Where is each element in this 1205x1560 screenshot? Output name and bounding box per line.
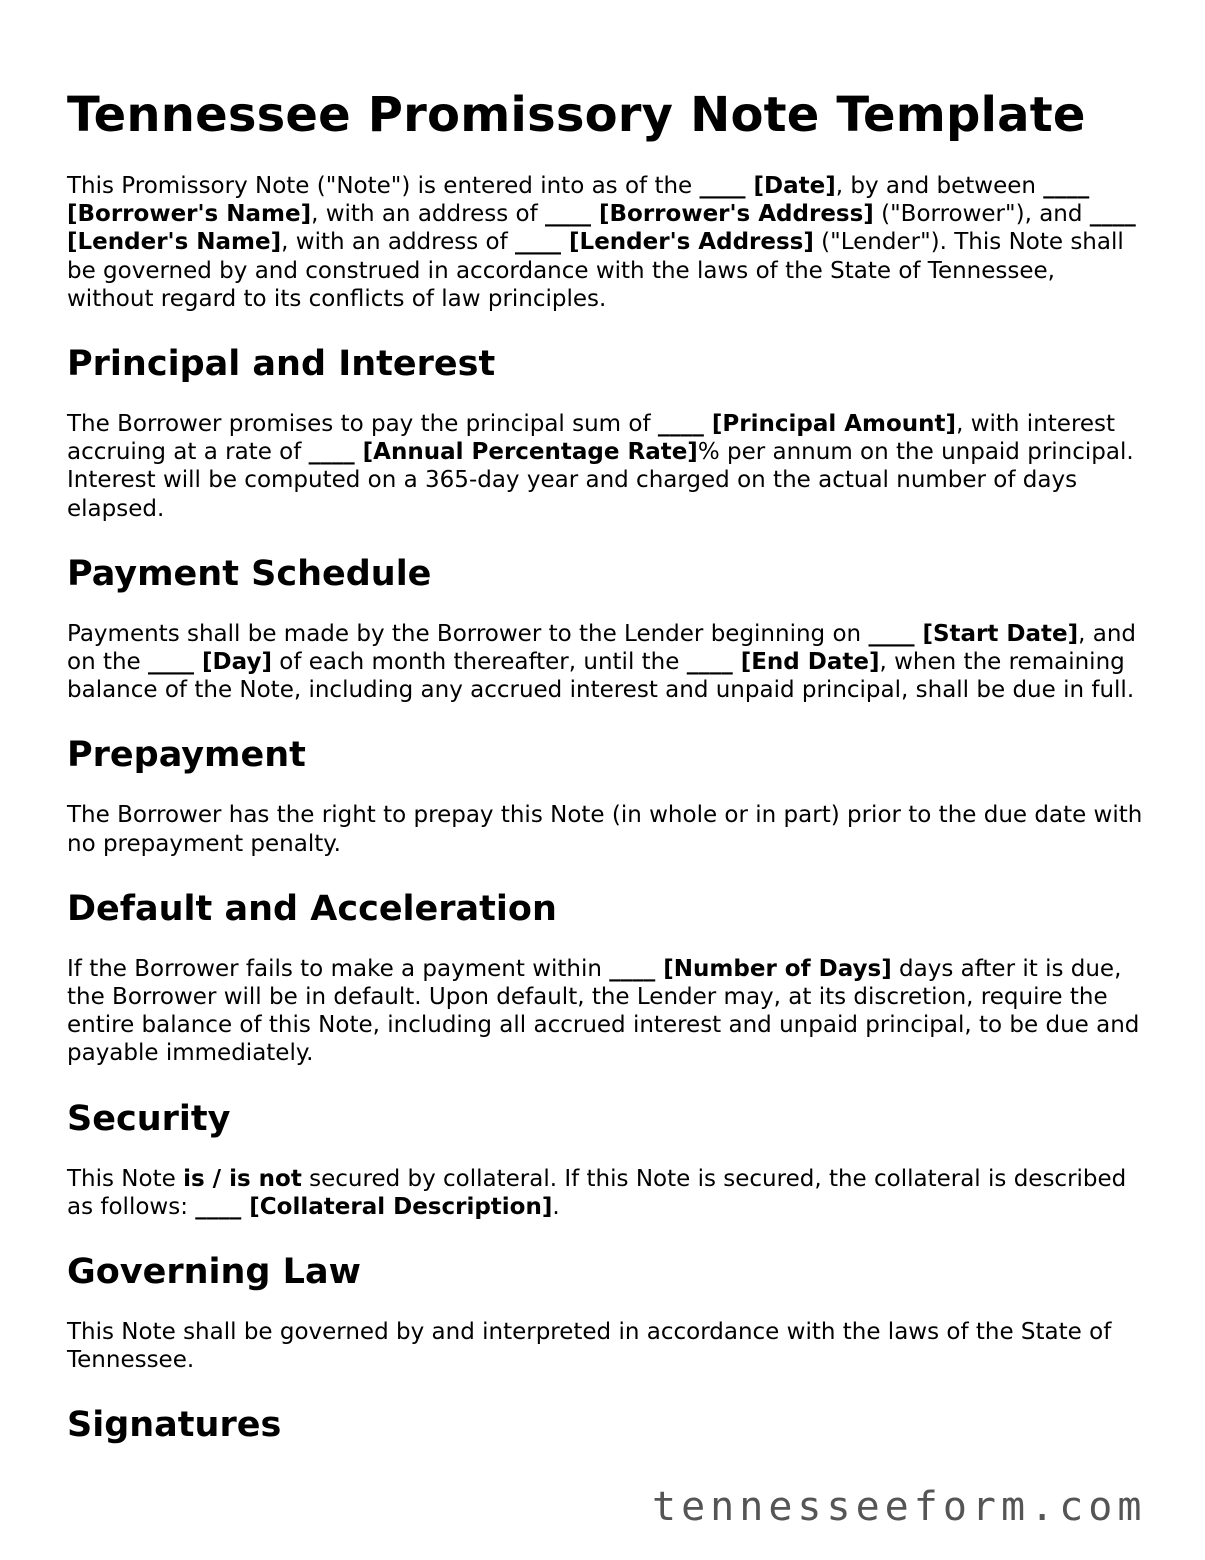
number-of-days-field: ____ [Number of Days] [609,955,892,982]
section-heading-signatures: Signatures [67,1405,282,1446]
intro-text: , with an address of [281,229,516,256]
security-text: . [552,1193,560,1220]
principal-text: The Borrower promises to pay the principal sum of [67,411,658,438]
schedule-text: , when the remaining balance of the Note, including any accrued interest and unpaid principal, shall be due in full. [67,649,1135,704]
schedule-paragraph [67,620,1147,705]
date-field: ____ [Date] [699,173,836,199]
principal-amount-field: ____ [Principal Amount] [657,411,957,438]
secured-option: is / is not [183,1165,302,1192]
schedule-text: , and on the [67,620,1137,676]
lender-name-field: ____ [Lender's Name] [67,201,1136,256]
section-heading-default: Default and Acceleration [67,888,557,929]
security-text: secured by collateral. If this Note is secured, the collateral is described as follows: [67,1165,1127,1220]
collateral-description-field: ____ [Collateral Description] [195,1193,553,1220]
principal-text: , with interest accruing at a rate of [67,411,1116,466]
start-date-field: ____ [Start Date] [868,620,1079,647]
security-paragraph [67,1165,1147,1221]
end-date-field: ____ [End Date] [686,649,880,676]
section-heading-principal: Principal and Interest [67,344,496,385]
document-title: Tennessee Promissory Note Template [67,87,1086,143]
principal-text: % per annum on the unpaid principal. Interest will be computed on a 365-day year and charged on the actual number of days elapsed. [67,439,1134,522]
principal-paragraph [67,410,1147,523]
section-heading-governing-law: Governing Law [67,1252,361,1293]
default-text: If the Borrower fails to make a payment within [67,955,610,982]
section-heading-prepayment: Prepayment [67,735,306,776]
intro-text: ("Borrower"), and [873,201,1090,228]
apr-field: ____ [Annual Percentage Rate] [308,439,698,466]
intro-text: , by and between [835,173,1044,199]
intro-text: This Promissory Note ("Note") is entered into as of the [67,173,700,199]
intro-paragraph [67,172,1147,313]
borrower-address-field: ____ [Borrower's Address] [544,201,874,228]
watermark: tennesseeform.com [652,1484,1147,1530]
prepayment-paragraph: The Borrower has the right to prepay this Note (in whole or in part) prior to the due date with no prepayment penalty. [67,802,1143,857]
lender-address-field: ____ [Lender's Address] [515,229,814,256]
day-field: ____ [Day] [148,649,272,676]
security-text: This Note [67,1165,184,1192]
intro-text: ("Lender"). This Note shall be governed by and construed in accordance with the laws of the State of Tennessee, without regard to its conflicts of law principles. [67,229,1124,312]
document-page [67,80,1147,1471]
section-heading-security: Security [67,1098,231,1139]
default-text: days after it is due, the Borrower will be in default. Upon default, the Lender may, at its discretion, require the entire balance of this Note, including all accrued interest and unpaid principal, to be due and payable immediately. [67,955,1140,1067]
section-heading-schedule: Payment Schedule [67,553,432,594]
schedule-text: of each month thereafter, until the [271,649,687,676]
intro-text: , with an address of [311,201,545,228]
governing-law-paragraph: This Note shall be governed by and interpreted in accordance with the laws of the State of Tennessee. [67,1319,1112,1374]
borrower-name-field: ____ [Borrower's Name] [67,173,1090,228]
schedule-text: Payments shall be made by the Borrower to the Lender beginning on [67,620,869,647]
default-paragraph [67,955,1147,1068]
